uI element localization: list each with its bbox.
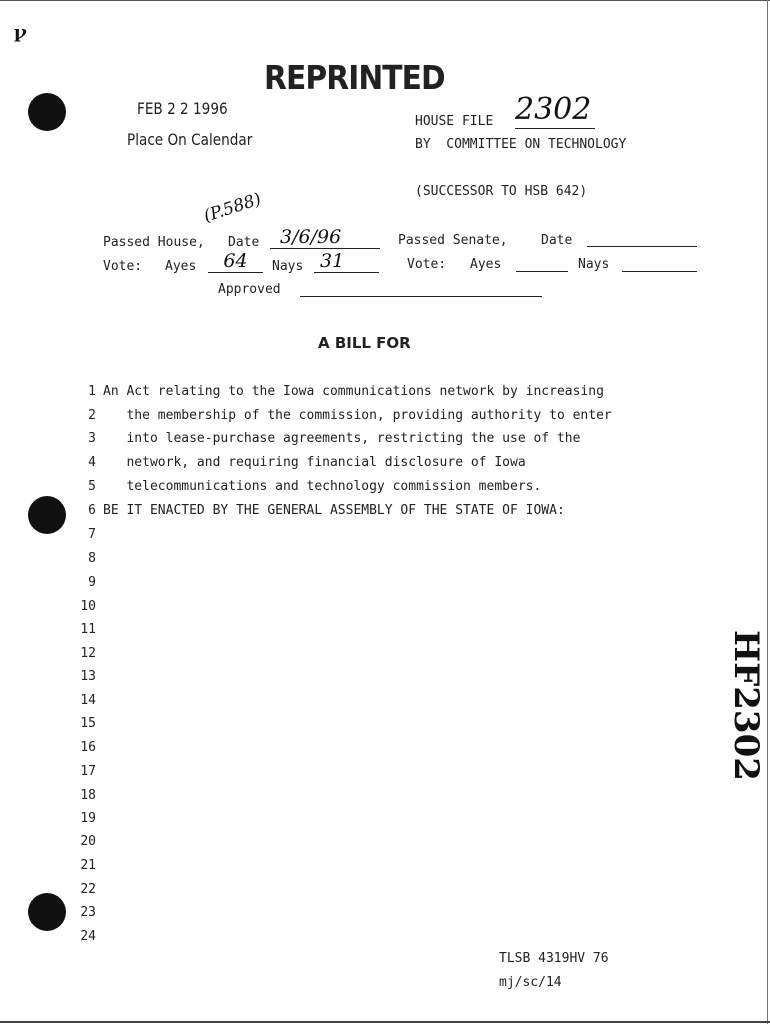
enacting-clause: BE IT ENACTED BY THE GENERAL ASSEMBLY OF THE STATE OF IOWA:	[103, 503, 565, 518]
punch-hole-top	[28, 93, 66, 131]
bill-text-line: the membership of the commission, providing authority to enter	[103, 408, 612, 423]
line-number: 10	[80, 599, 96, 614]
line-number: 13	[80, 669, 96, 684]
line-number: 12	[80, 646, 96, 661]
house-vote-label: Vote:	[103, 259, 143, 274]
line-number: 16	[80, 740, 96, 755]
line-number: 7	[88, 527, 96, 542]
senate-nays-blank	[622, 256, 697, 272]
line-number: 17	[80, 764, 96, 779]
line-number: 8	[88, 551, 96, 566]
house-nays-label: Nays	[272, 259, 304, 274]
bottom-border	[0, 1021, 770, 1023]
senate-nays-label: Nays	[578, 257, 610, 272]
line-number: 15	[80, 716, 96, 731]
top-border	[0, 0, 770, 1]
margin-annotation: HF2302	[726, 630, 766, 781]
line-number: 9	[88, 575, 96, 590]
approved-blank	[300, 281, 542, 297]
line-number: 19	[80, 811, 96, 826]
line-number: 3	[88, 431, 96, 446]
passed-senate-label: Passed Senate,	[398, 233, 508, 248]
senate-date-label: Date	[541, 233, 573, 248]
line-number: 4	[88, 455, 96, 470]
house-date-label: Date	[228, 235, 260, 250]
line-number: 6	[88, 503, 96, 518]
senate-vote-label: Vote:	[407, 257, 447, 272]
bill-text-line: into lease-purchase agreements, restricting the use of the	[103, 431, 581, 446]
line-number: 1	[88, 384, 96, 399]
senate-ayes-label: Ayes	[470, 257, 502, 272]
line-number: 21	[80, 858, 96, 873]
line-number: 18	[80, 788, 96, 803]
line-number: 11	[80, 622, 96, 637]
house-file-number: 2302	[515, 92, 595, 129]
line-number: 2	[88, 408, 96, 423]
footer-initials: mj/sc/14	[499, 975, 562, 990]
approved-label: Approved	[218, 282, 281, 297]
reprinted-stamp: REPRINTED	[264, 58, 445, 97]
line-number: 5	[88, 479, 96, 494]
footer-code: TLSB 4319HV 76	[499, 951, 609, 966]
punch-hole-middle	[28, 496, 66, 534]
corner-mark: ꝩ	[14, 22, 27, 43]
senate-date-blank	[587, 231, 697, 247]
punch-hole-bottom	[28, 893, 66, 931]
line-number: 22	[80, 882, 96, 897]
stamp-date: FEB 2 2 1996	[137, 99, 228, 118]
bill-text-line: An Act relating to the Iowa communications network by increasing	[103, 384, 604, 399]
senate-ayes-blank	[516, 256, 568, 272]
line-number: 24	[80, 929, 96, 944]
bill-text-line: network, and requiring financial disclosure of Iowa	[103, 455, 526, 470]
page-note: (P.588)	[201, 189, 264, 227]
house-ayes-label: Ayes	[165, 259, 197, 274]
house-date: 3/6/96	[270, 226, 380, 249]
bill-heading: A BILL FOR	[318, 334, 411, 352]
successor-note: (SUCCESSOR TO HSB 642)	[415, 184, 588, 199]
passed-house-label: Passed House,	[103, 235, 205, 250]
line-number: 20	[80, 834, 96, 849]
calendar-stamp: Place On Calendar	[127, 130, 253, 149]
line-number: 14	[80, 693, 96, 708]
house-nays-value: 31	[314, 250, 379, 273]
bill-text-line: telecommunications and technology commission members.	[103, 479, 542, 494]
right-border	[767, 0, 768, 1024]
house-file-label: HOUSE FILE	[415, 114, 494, 129]
committee-line: BY COMMITTEE ON TECHNOLOGY	[415, 137, 627, 152]
house-ayes-value: 64	[208, 250, 263, 273]
line-number: 23	[80, 905, 96, 920]
